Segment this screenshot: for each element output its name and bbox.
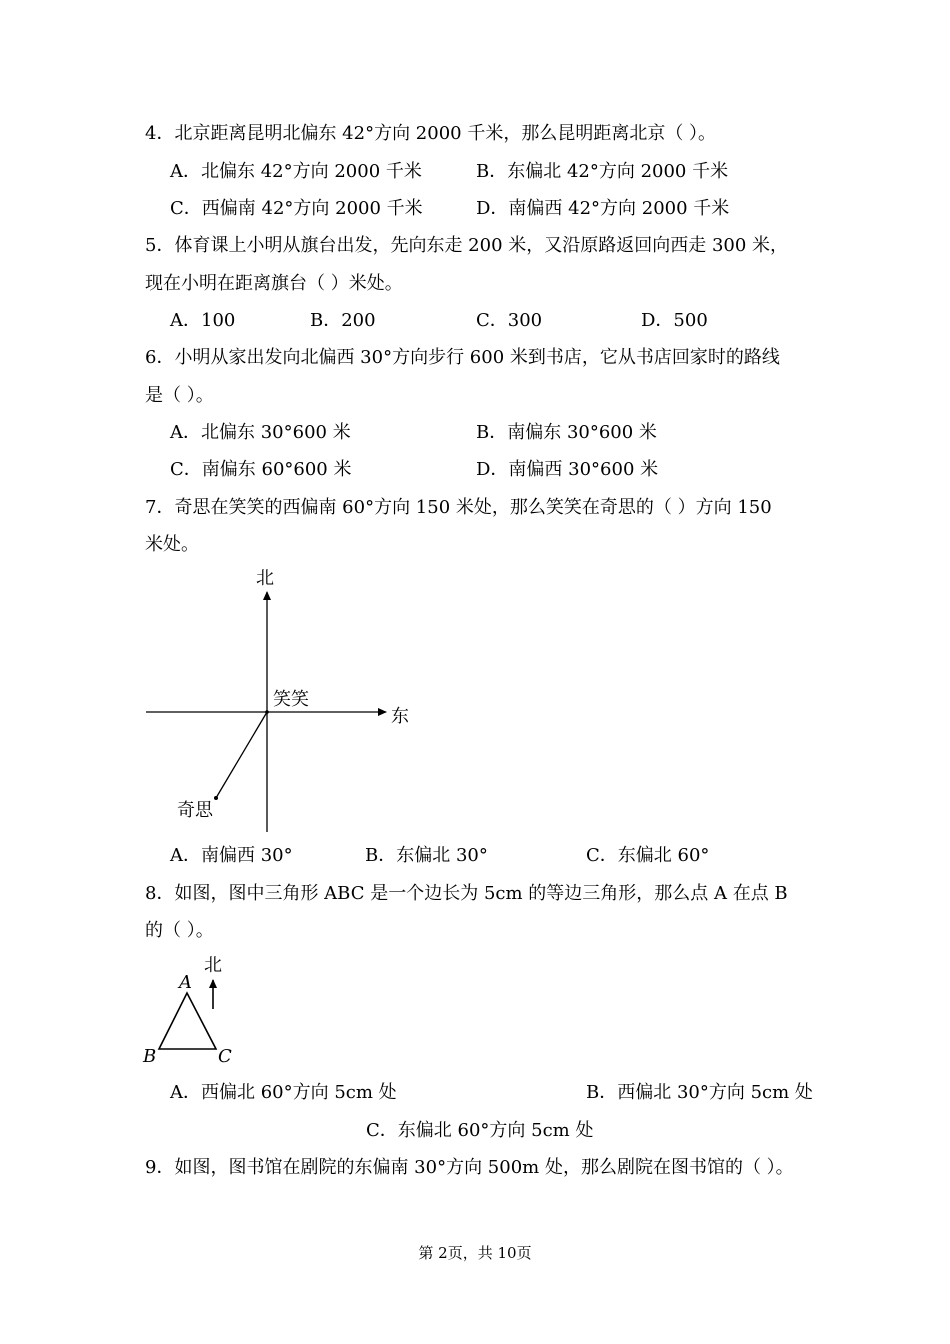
- q8-option-c[interactable]: C．东偏北 60°方向 5cm 处: [366, 1120, 594, 1141]
- q6-stem-line2: 是（ ）。: [145, 385, 214, 406]
- q7-option-b[interactable]: B．东偏北 30°: [365, 845, 488, 866]
- q8-north-label: 北: [204, 955, 222, 976]
- q7-qisi-point: [214, 796, 218, 800]
- q8-triangle: [159, 993, 216, 1049]
- q7-east-label: 东: [391, 706, 409, 727]
- q4-option-b[interactable]: B．东偏北 42°方向 2000 千米: [476, 161, 729, 182]
- q8-vertex-c-label: C: [218, 1046, 232, 1067]
- q4-option-d[interactable]: D．南偏西 42°方向 2000 千米: [476, 198, 730, 219]
- q5-option-a[interactable]: A．100: [170, 310, 236, 331]
- q7-stem-line2: 米处。: [145, 534, 199, 555]
- q6-option-a[interactable]: A．北偏东 30°600 米: [170, 422, 351, 443]
- q7-option-c[interactable]: C．东偏北 60°: [586, 845, 710, 866]
- q4-option-c[interactable]: C．西偏南 42°方向 2000 千米: [170, 198, 423, 219]
- q7-point-label: 奇思: [177, 800, 213, 821]
- q7-option-a[interactable]: A．南偏西 30°: [170, 845, 293, 866]
- q5-option-c[interactable]: C．300: [476, 310, 543, 331]
- page-footer: 第 2页，共 10页: [418, 1244, 532, 1262]
- q7-qisi-line: [216, 712, 267, 798]
- q8-option-b[interactable]: B．西偏北 30°方向 5cm 处: [586, 1082, 813, 1103]
- q7-direction-diagram: [140, 562, 430, 837]
- q4-stem: 4．北京距离昆明北偏东 42°方向 2000 千米，那么昆明距离北京（ ）。: [145, 123, 717, 144]
- q7-origin-point: [265, 710, 269, 714]
- q6-option-b[interactable]: B．南偏东 30°600 米: [476, 422, 657, 443]
- q7-north-label: 北: [256, 568, 274, 589]
- q5-stem-line1: 5．体育课上小明从旗台出发，先向东走 200 米，又沿原路返回向西走 300 米，: [145, 235, 789, 256]
- q7-stem-line1: 7．奇思在笑笑的西偏南 60°方向 150 米处，那么笑笑在奇思的（ ）方向 150: [145, 497, 772, 518]
- q8-vertex-b-label: B: [143, 1046, 157, 1067]
- q8-stem-line2: 的（ ）。: [145, 920, 214, 941]
- q8-triangle-diagram: [138, 948, 248, 1068]
- q4-option-a[interactable]: A．北偏东 42°方向 2000 千米: [170, 161, 422, 182]
- q5-option-d[interactable]: D．500: [641, 310, 708, 331]
- q9-stem: 9．如图，图书馆在剧院的东偏南 30°方向 500m 处，那么剧院在图书馆的（ ）。: [145, 1157, 794, 1178]
- q6-option-c[interactable]: C．南偏东 60°600 米: [170, 459, 352, 480]
- q6-stem-line1: 6．小明从家出发向北偏西 30°方向步行 600 米到书店，它从书店回家时的路线: [145, 347, 780, 368]
- q6-option-d[interactable]: D．南偏西 30°600 米: [476, 459, 659, 480]
- q8-stem-line1: 8．如图，图中三角形 ABC 是一个边长为 5cm 的等边三角形，那么点 A 在点 B: [145, 883, 788, 904]
- q7-origin-label: 笑笑: [273, 689, 309, 710]
- q8-option-a[interactable]: A．西偏北 60°方向 5cm 处: [170, 1082, 397, 1103]
- q8-vertex-a-label: A: [179, 972, 192, 993]
- q5-stem-line2: 现在小明在距离旗台（ ）米处。: [145, 273, 403, 294]
- q5-option-b[interactable]: B．200: [310, 310, 376, 331]
